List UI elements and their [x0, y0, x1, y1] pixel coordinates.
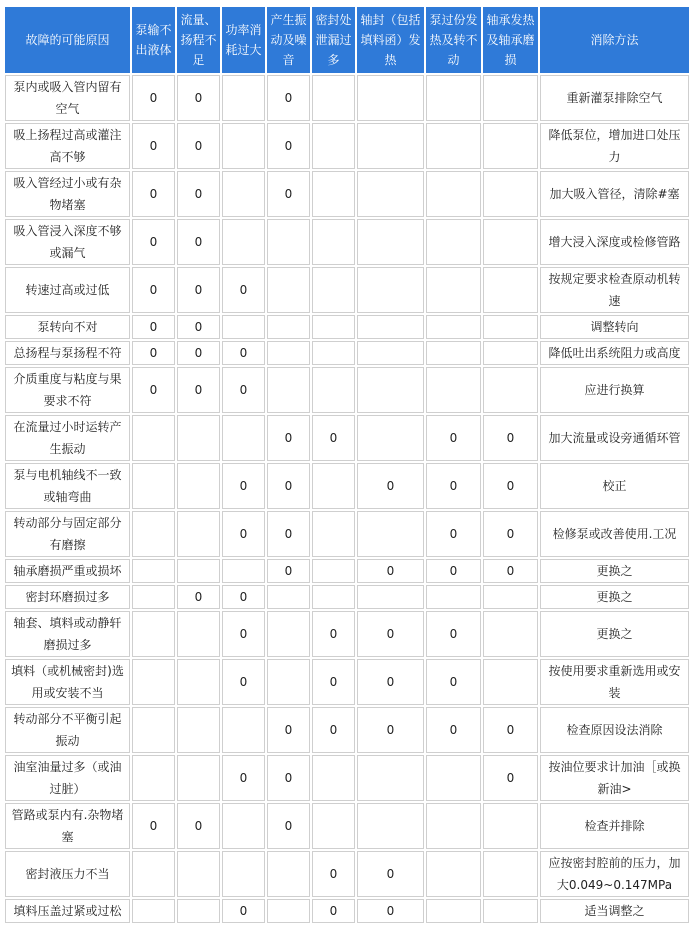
symptom-mark-cell: 0: [483, 415, 538, 461]
symptom-mark-cell: 0: [312, 659, 355, 705]
symptom-mark-cell: [222, 75, 265, 121]
header-shaft-seal-heat: 轴封（包括填料函）发热: [357, 7, 424, 73]
symptom-mark-cell: [312, 171, 355, 217]
symptom-mark-cell: 0: [312, 899, 355, 923]
cause-cell: 总扬程与泵扬程不符: [5, 341, 130, 365]
symptom-mark-cell: [267, 315, 310, 339]
symptom-mark-cell: 0: [177, 171, 220, 217]
table-row: [5, 851, 689, 897]
symptom-mark-cell: 0: [177, 803, 220, 849]
symptom-mark-cell: 0: [177, 315, 220, 339]
cause-cell: 转动部分与固定部分有磨擦: [5, 511, 130, 557]
symptom-mark-cell: [483, 341, 538, 365]
cause-cell: 介质重度与粘度与果要求不符: [5, 367, 130, 413]
cause-cell: 管路或泵内有.杂物堵塞: [5, 803, 130, 849]
symptom-mark-cell: [426, 851, 481, 897]
table-row: [5, 803, 689, 849]
header-remedy: 消除方法: [540, 7, 689, 73]
symptom-mark-cell: 0: [222, 367, 265, 413]
symptom-mark-cell: [483, 171, 538, 217]
symptom-mark-cell: 0: [132, 75, 175, 121]
symptom-mark-cell: 0: [357, 707, 424, 753]
symptom-mark-cell: [357, 415, 424, 461]
header-power-high: 功率消耗过大: [222, 7, 265, 73]
symptom-mark-cell: [357, 171, 424, 217]
symptom-mark-cell: 0: [426, 463, 481, 509]
symptom-mark-cell: 0: [267, 415, 310, 461]
fault-table: [3, 5, 691, 925]
symptom-mark-cell: [312, 75, 355, 121]
symptom-mark-cell: [132, 511, 175, 557]
symptom-mark-cell: 0: [357, 463, 424, 509]
remedy-cell: 调整转向: [540, 315, 689, 339]
symptom-mark-cell: [177, 707, 220, 753]
symptom-mark-cell: 0: [312, 707, 355, 753]
symptom-mark-cell: 0: [177, 367, 220, 413]
symptom-mark-cell: [312, 511, 355, 557]
symptom-mark-cell: 0: [357, 659, 424, 705]
remedy-cell: 检查并排除: [540, 803, 689, 849]
symptom-mark-cell: [483, 851, 538, 897]
cause-cell: 转速过高或过低: [5, 267, 130, 313]
symptom-mark-cell: [222, 219, 265, 265]
symptom-mark-cell: 0: [177, 219, 220, 265]
symptom-mark-cell: [267, 585, 310, 609]
symptom-mark-cell: [357, 341, 424, 365]
symptom-mark-cell: [132, 463, 175, 509]
remedy-cell: 适当调整之: [540, 899, 689, 923]
remedy-cell: 检查原因设法消除: [540, 707, 689, 753]
symptom-mark-cell: 0: [177, 267, 220, 313]
symptom-mark-cell: [483, 659, 538, 705]
table-row: [5, 267, 689, 313]
cause-cell: 油室油量过多（或油过脏）: [5, 755, 130, 801]
symptom-mark-cell: 0: [132, 171, 175, 217]
symptom-mark-cell: [132, 585, 175, 609]
symptom-mark-cell: [426, 755, 481, 801]
symptom-mark-cell: 0: [267, 123, 310, 169]
remedy-cell: 加大流量或设旁通循环管: [540, 415, 689, 461]
symptom-mark-cell: [426, 341, 481, 365]
symptom-mark-cell: 0: [267, 75, 310, 121]
header-pump-overheat: 泵过份发热及转不动: [426, 7, 481, 73]
symptom-mark-cell: [177, 415, 220, 461]
symptom-mark-cell: 0: [132, 803, 175, 849]
remedy-cell: 校正: [540, 463, 689, 509]
symptom-mark-cell: [426, 585, 481, 609]
table-row: [5, 755, 689, 801]
symptom-mark-cell: 0: [132, 315, 175, 339]
symptom-mark-cell: [312, 559, 355, 583]
symptom-mark-cell: 0: [426, 559, 481, 583]
symptom-mark-cell: [357, 511, 424, 557]
symptom-mark-cell: [222, 803, 265, 849]
cause-cell: 轴套、填料或动静轩磨损过多: [5, 611, 130, 657]
symptom-mark-cell: 0: [177, 341, 220, 365]
symptom-mark-cell: [357, 75, 424, 121]
remedy-cell: 更换之: [540, 559, 689, 583]
symptom-mark-cell: [357, 219, 424, 265]
cause-cell: 吸上扬程过高或灌注高不够: [5, 123, 130, 169]
symptom-mark-cell: [312, 803, 355, 849]
remedy-cell: 增大浸入深度或检修管路: [540, 219, 689, 265]
fault-table-container: [3, 5, 691, 925]
remedy-cell: 降低泵位，增加进口处压力: [540, 123, 689, 169]
symptom-mark-cell: [312, 267, 355, 313]
table-row: [5, 315, 689, 339]
symptom-mark-cell: [483, 367, 538, 413]
symptom-mark-cell: 0: [357, 611, 424, 657]
remedy-cell: 重新灌泵排除空气: [540, 75, 689, 121]
symptom-mark-cell: [426, 367, 481, 413]
symptom-mark-cell: [132, 707, 175, 753]
header-flow-head-low: 流量、扬程不足: [177, 7, 220, 73]
symptom-mark-cell: [132, 611, 175, 657]
symptom-mark-cell: 0: [483, 559, 538, 583]
symptom-mark-cell: [357, 585, 424, 609]
symptom-mark-cell: [177, 659, 220, 705]
remedy-cell: 检修泵或改善使用.工况: [540, 511, 689, 557]
symptom-mark-cell: 0: [222, 659, 265, 705]
header-row: [5, 7, 689, 73]
symptom-mark-cell: 0: [483, 511, 538, 557]
symptom-mark-cell: 0: [132, 123, 175, 169]
symptom-mark-cell: 0: [312, 611, 355, 657]
symptom-mark-cell: [267, 367, 310, 413]
symptom-mark-cell: [222, 851, 265, 897]
symptom-mark-cell: 0: [267, 755, 310, 801]
cause-cell: 轴承磨损严重或损坏: [5, 559, 130, 583]
symptom-mark-cell: [267, 659, 310, 705]
symptom-mark-cell: 0: [177, 585, 220, 609]
symptom-mark-cell: [177, 463, 220, 509]
symptom-mark-cell: [357, 367, 424, 413]
symptom-mark-cell: 0: [267, 559, 310, 583]
symptom-mark-cell: [267, 851, 310, 897]
symptom-mark-cell: [267, 341, 310, 365]
table-row: [5, 75, 689, 121]
symptom-mark-cell: [312, 367, 355, 413]
symptom-mark-cell: [483, 75, 538, 121]
remedy-cell: 按规定要求检查原动机转速: [540, 267, 689, 313]
symptom-mark-cell: [267, 899, 310, 923]
symptom-mark-cell: [483, 219, 538, 265]
symptom-mark-cell: 0: [222, 899, 265, 923]
symptom-mark-cell: [222, 315, 265, 339]
symptom-mark-cell: [132, 851, 175, 897]
symptom-mark-cell: [483, 899, 538, 923]
symptom-mark-cell: 0: [222, 611, 265, 657]
symptom-mark-cell: [426, 267, 481, 313]
header-bearing-heat: 轴承发热及轴承磨损: [483, 7, 538, 73]
symptom-mark-cell: 0: [222, 755, 265, 801]
symptom-mark-cell: 0: [222, 267, 265, 313]
symptom-mark-cell: [222, 123, 265, 169]
symptom-mark-cell: [222, 707, 265, 753]
symptom-mark-cell: 0: [267, 803, 310, 849]
symptom-mark-cell: [132, 659, 175, 705]
remedy-cell: 应进行换算: [540, 367, 689, 413]
symptom-mark-cell: 0: [267, 511, 310, 557]
header-cause: 故障的可能原因: [5, 7, 130, 73]
table-body: [5, 75, 689, 923]
symptom-mark-cell: [312, 123, 355, 169]
symptom-mark-cell: 0: [132, 367, 175, 413]
symptom-mark-cell: [483, 585, 538, 609]
symptom-mark-cell: [312, 755, 355, 801]
symptom-mark-cell: 0: [312, 851, 355, 897]
cause-cell: 密封液压力不当: [5, 851, 130, 897]
symptom-mark-cell: [426, 75, 481, 121]
symptom-mark-cell: [426, 219, 481, 265]
cause-cell: 密封环磨损过多: [5, 585, 130, 609]
symptom-mark-cell: [177, 611, 220, 657]
symptom-mark-cell: 0: [357, 851, 424, 897]
table-row: [5, 367, 689, 413]
table-row: [5, 219, 689, 265]
cause-cell: 填料压盖过紧或过松: [5, 899, 130, 923]
symptom-mark-cell: 0: [132, 219, 175, 265]
symptom-mark-cell: 0: [222, 511, 265, 557]
symptom-mark-cell: [483, 267, 538, 313]
symptom-mark-cell: [312, 341, 355, 365]
symptom-mark-cell: [312, 315, 355, 339]
remedy-cell: 降低吐出系统阻力或高度: [540, 341, 689, 365]
symptom-mark-cell: 0: [483, 755, 538, 801]
header-vibration-noise: 产生振动及噪音: [267, 7, 310, 73]
symptom-mark-cell: [357, 315, 424, 339]
table-row: [5, 463, 689, 509]
symptom-mark-cell: [132, 899, 175, 923]
symptom-mark-cell: [267, 611, 310, 657]
remedy-cell: 应按密封腔前的压力，加大0.049~0.147MPa: [540, 851, 689, 897]
symptom-mark-cell: 0: [222, 585, 265, 609]
remedy-cell: 按使用要求重新选用或安装: [540, 659, 689, 705]
symptom-mark-cell: [426, 803, 481, 849]
header-seal-leak: 密封处泄漏过多: [312, 7, 355, 73]
symptom-mark-cell: [267, 219, 310, 265]
symptom-mark-cell: 0: [132, 267, 175, 313]
symptom-mark-cell: [426, 899, 481, 923]
symptom-mark-cell: 0: [426, 707, 481, 753]
symptom-mark-cell: 0: [177, 123, 220, 169]
symptom-mark-cell: [177, 851, 220, 897]
table-row: [5, 123, 689, 169]
symptom-mark-cell: 0: [483, 707, 538, 753]
symptom-mark-cell: [426, 123, 481, 169]
symptom-mark-cell: 0: [426, 611, 481, 657]
remedy-cell: 更换之: [540, 611, 689, 657]
symptom-mark-cell: 0: [312, 415, 355, 461]
table-row: [5, 171, 689, 217]
table-row: [5, 707, 689, 753]
table-row: [5, 899, 689, 923]
table-row: [5, 585, 689, 609]
symptom-mark-cell: [177, 511, 220, 557]
table-row: [5, 415, 689, 461]
symptom-mark-cell: 0: [426, 659, 481, 705]
symptom-mark-cell: 0: [357, 559, 424, 583]
symptom-mark-cell: [357, 803, 424, 849]
symptom-mark-cell: [483, 123, 538, 169]
table-row: [5, 611, 689, 657]
symptom-mark-cell: 0: [267, 463, 310, 509]
symptom-mark-cell: [357, 123, 424, 169]
symptom-mark-cell: [132, 559, 175, 583]
symptom-mark-cell: 0: [357, 899, 424, 923]
symptom-mark-cell: [177, 755, 220, 801]
cause-cell: 在流量过小时运转产生振动: [5, 415, 130, 461]
cause-cell: 泵与电机轴线不一致或轴弯曲: [5, 463, 130, 509]
cause-cell: 泵内或吸入管内留有空气: [5, 75, 130, 121]
symptom-mark-cell: [132, 415, 175, 461]
symptom-mark-cell: [267, 267, 310, 313]
symptom-mark-cell: [483, 315, 538, 339]
symptom-mark-cell: 0: [483, 463, 538, 509]
symptom-mark-cell: [222, 171, 265, 217]
header-no-output: 泵输不出液体: [132, 7, 175, 73]
remedy-cell: 按油位要求计加油［或换新油>: [540, 755, 689, 801]
cause-cell: 泵转向不对: [5, 315, 130, 339]
table-row: [5, 341, 689, 365]
symptom-mark-cell: [222, 559, 265, 583]
remedy-cell: 加大吸入管径，清除#塞: [540, 171, 689, 217]
symptom-mark-cell: 0: [132, 341, 175, 365]
symptom-mark-cell: [483, 611, 538, 657]
symptom-mark-cell: 0: [222, 463, 265, 509]
symptom-mark-cell: [312, 219, 355, 265]
cause-cell: 吸入管经过小或有杂物堵塞: [5, 171, 130, 217]
symptom-mark-cell: [312, 463, 355, 509]
symptom-mark-cell: [177, 899, 220, 923]
symptom-mark-cell: 0: [426, 511, 481, 557]
symptom-mark-cell: [222, 415, 265, 461]
cause-cell: 转动部分不平衡引起振动: [5, 707, 130, 753]
remedy-cell: 更换之: [540, 585, 689, 609]
symptom-mark-cell: 0: [222, 341, 265, 365]
symptom-mark-cell: 0: [177, 75, 220, 121]
symptom-mark-cell: [426, 171, 481, 217]
symptom-mark-cell: [132, 755, 175, 801]
symptom-mark-cell: 0: [267, 171, 310, 217]
symptom-mark-cell: 0: [267, 707, 310, 753]
table-row: [5, 659, 689, 705]
symptom-mark-cell: [357, 267, 424, 313]
cause-cell: 吸入管浸入深度不够或漏气: [5, 219, 130, 265]
table-row: [5, 511, 689, 557]
symptom-mark-cell: [312, 585, 355, 609]
cause-cell: 填料（或机械密封)选用或安装不当: [5, 659, 130, 705]
table-row: [5, 559, 689, 583]
symptom-mark-cell: 0: [426, 415, 481, 461]
symptom-mark-cell: [177, 559, 220, 583]
symptom-mark-cell: [483, 803, 538, 849]
symptom-mark-cell: [357, 755, 424, 801]
symptom-mark-cell: [426, 315, 481, 339]
